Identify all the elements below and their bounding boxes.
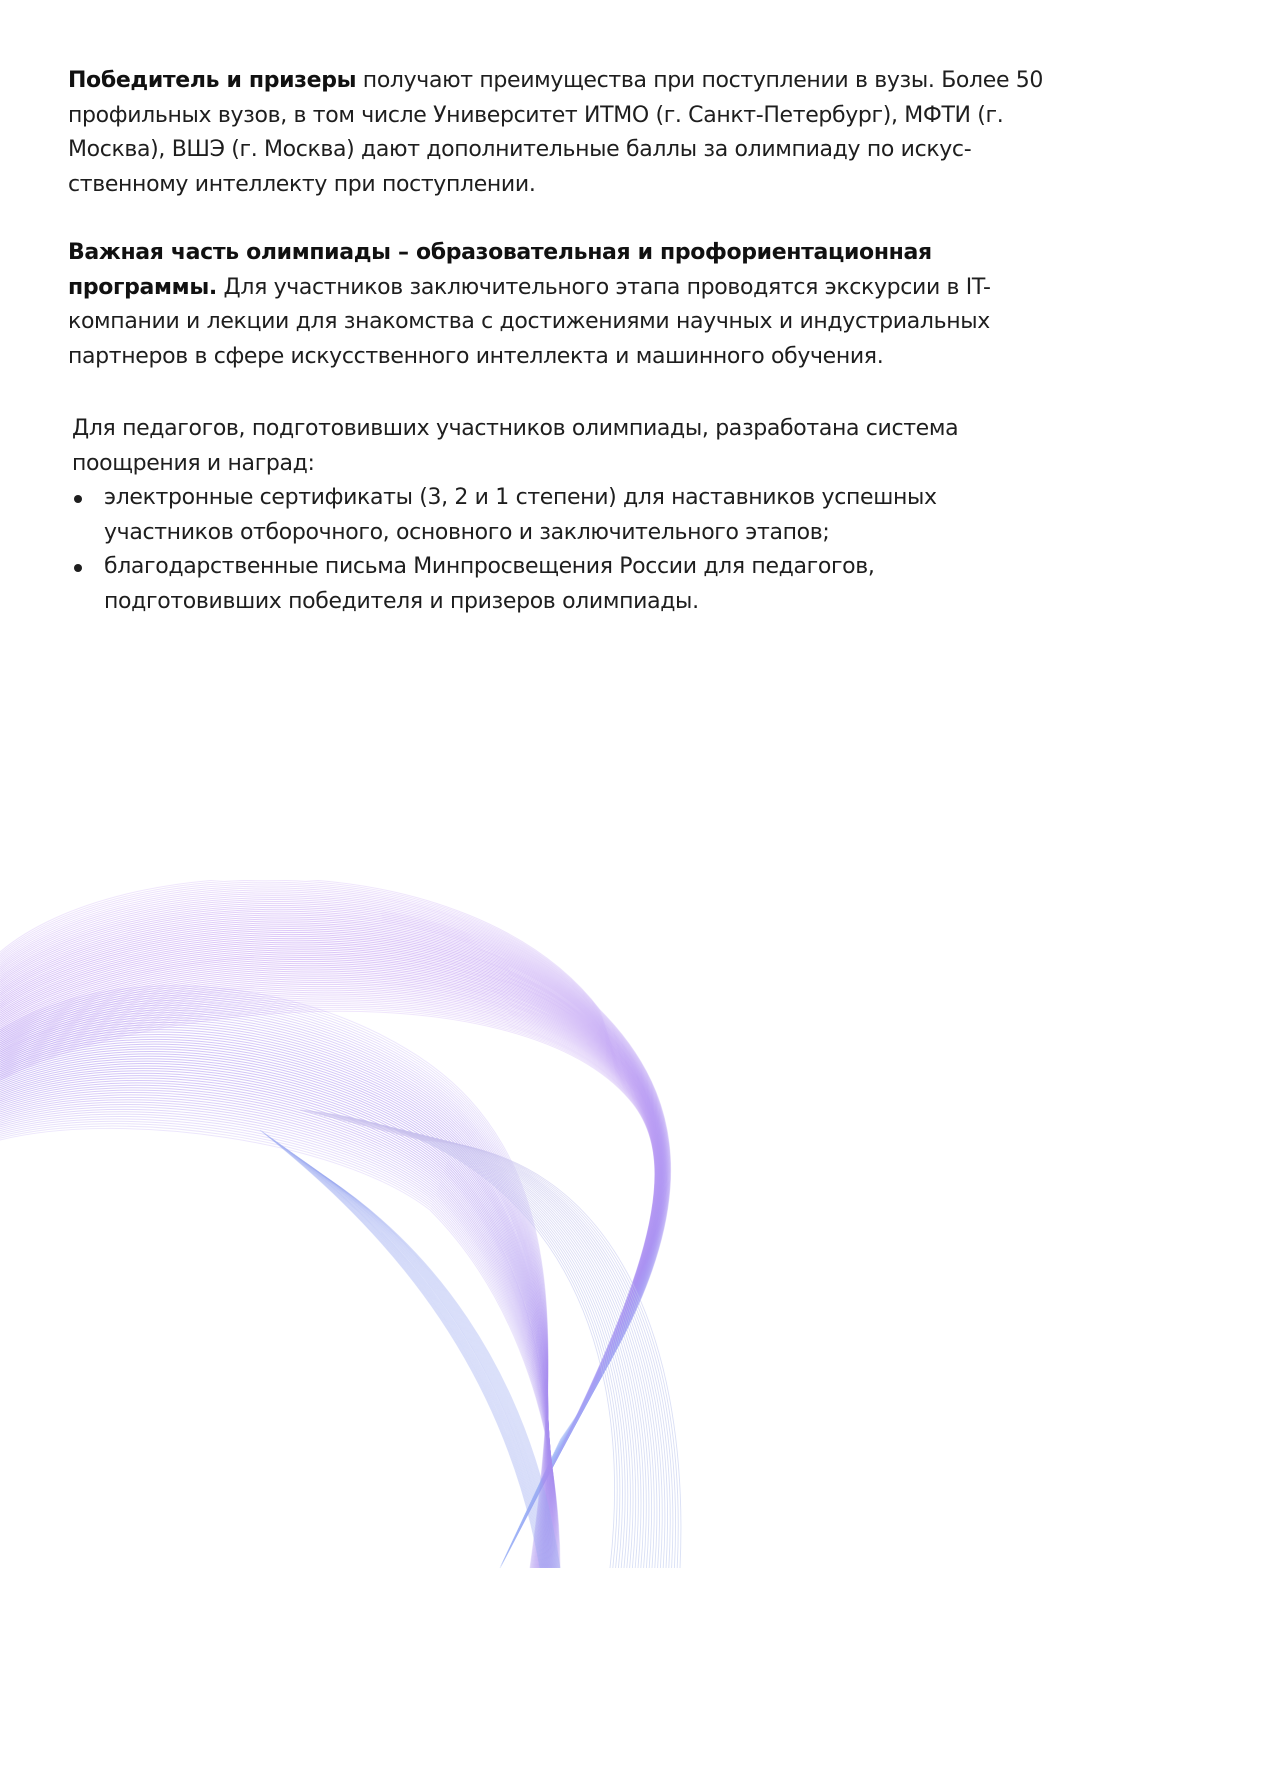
wave-line [0,886,669,1447]
wave-line [0,890,668,1451]
wave-line [0,988,656,1545]
wave-graphic [0,880,1104,1568]
list-item [72,481,1058,550]
winners-text: получают преимущества при поступлении в вузы. Более 50 профильных вузов, в том числе Университет ИТМО (г. Санкт-Петербург), МФТИ (г. Москва), ВШЭ (г. Москва) дают дополнительные баллы за олимпиаду по искусственному интеллекту при поступлении. [68,68,1044,197]
wave-line [0,1020,548,1568]
wave-line [0,1042,548,1568]
bullet-icon [74,564,82,572]
wave-line [0,1035,548,1568]
wave-line [0,1008,548,1568]
wave-line [301,1159,552,1568]
awards-list [72,481,1058,619]
award-item-text: благодарственные письма Минпросвещения России для педагогов, подготовивших победителя и призеров олимпиады. [104,554,875,614]
wave-line [0,1059,550,1568]
wave-line [0,1009,655,1566]
education-heading: Важная часть олимпиады – образовательная и профориентационная программы. [68,240,932,300]
list-item [72,550,1058,619]
bullet-icon [74,495,82,503]
teachers-intro: Для педагогов, подготовивших участников олимпиады, разработана система поощрения и наград: [72,416,959,476]
teachers-section [68,412,1058,619]
wave-line [0,1005,548,1568]
wave-line [291,1152,549,1568]
award-item-text: электронные сертификаты (3, 2 и 1 степени) для наставников успешных участников отборочного, основного и заключительного этапов; [104,485,937,545]
education-text: Для участников заключительного этапа проводятся экскурсии в IT-компании и лекции для знакомства с достижениями научных и индустриальных партнеров в сфере искусственного интеллекта и машинного обучения. [68,274,991,369]
wave-decoration [0,880,1104,1568]
text-content [68,64,1058,619]
wave-line [0,888,669,1449]
winners-heading: Победитель и призеры [68,68,357,93]
wave-line [277,1142,545,1568]
education-paragraph [68,236,1058,374]
winners-paragraph [68,64,1058,202]
wave-line [0,1068,551,1568]
wave-line [0,991,548,1568]
wave-line [0,1002,655,1559]
wave-line [0,1011,655,1568]
wave-line [0,1032,548,1568]
wave-lines [0,880,681,1568]
wave-line [0,1004,655,1561]
